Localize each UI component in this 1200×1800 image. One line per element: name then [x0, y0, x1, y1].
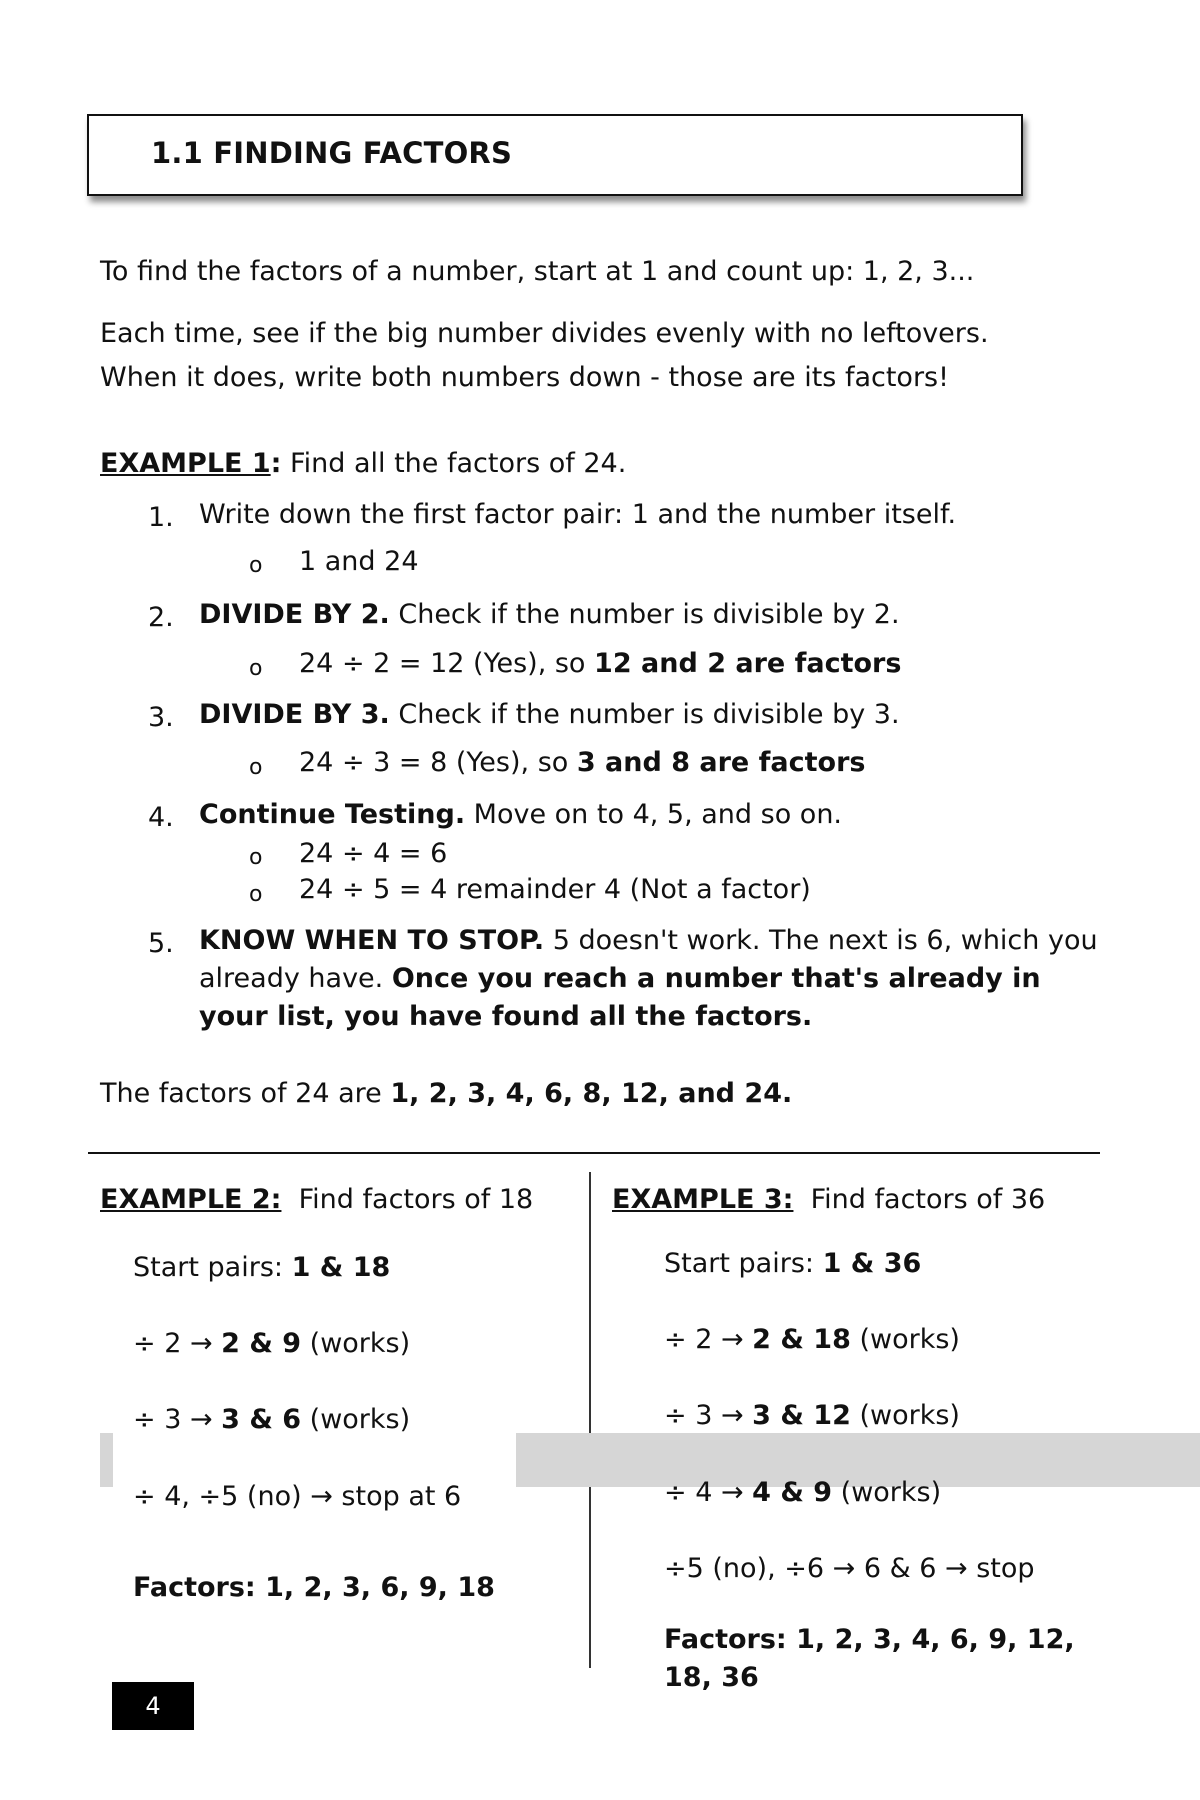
example2-line-2-tail: (works) — [301, 1404, 411, 1435]
conclusion-plain: The factors of 24 are — [100, 1078, 391, 1109]
intro-line-2: Each time, see if the big number divides evenly with no leftovers. — [100, 318, 989, 349]
step-1-sub-1-plain: 1 and 24 — [299, 546, 419, 577]
step-1-sub-1 — [299, 546, 419, 577]
step-2-bold: DIVIDE BY 2. — [199, 599, 390, 630]
intro-line-1: To find the factors of a number, start at 1 and count up: 1, 2, 3... — [100, 256, 975, 287]
step-5-bold-2: Once you reach a number that's already in your list, you have found all the factors. — [199, 963, 1041, 1032]
step-2-text — [199, 596, 1079, 634]
vertical-divider — [589, 1172, 591, 1668]
section-title: 1.1 FINDING FACTORS — [151, 136, 513, 170]
example3-line-2 — [664, 1400, 960, 1431]
step-2-sub-1 — [299, 648, 901, 679]
page-number-text: 4 — [145, 1692, 161, 1720]
step-2-sub-1-bold: 12 and 2 are factors — [594, 648, 902, 679]
step-5-body: 5 doesn't work. The next is 6, which you already have. — [199, 925, 1098, 994]
bullet-icon: o — [249, 845, 263, 870]
example2-line-1-plain: ÷ 2 → — [133, 1328, 222, 1359]
step-3-body: Check if the number is divisible by 3. — [389, 699, 900, 730]
grey-highlight-tab — [100, 1433, 113, 1487]
intro-line-3: When it does, write both numbers down - those are its factors! — [100, 362, 949, 393]
example3-line-2-tail: (works) — [850, 1400, 960, 1431]
example3-line-4 — [664, 1553, 1035, 1584]
step-3-text — [199, 696, 1079, 734]
example1-conclusion — [100, 1078, 792, 1110]
example2-result: Factors: 1, 2, 3, 6, 9, 18 — [133, 1572, 495, 1603]
step-3-sub-1 — [299, 747, 865, 778]
example2-line-2-bold: 3 & 6 — [221, 1404, 302, 1435]
example2-heading — [100, 1184, 533, 1215]
example3-line-2-plain: ÷ 3 → — [664, 1400, 753, 1431]
step-4-body: Move on to 4, 5, and so on. — [465, 799, 843, 830]
step-2-sub-1-plain: 24 ÷ 2 = 12 (Yes), so — [299, 648, 595, 679]
example3-start-plain: Start pairs: — [664, 1248, 823, 1279]
example3-line-1-tail: (works) — [850, 1324, 960, 1355]
step-4-bold: Continue Testing. — [199, 799, 466, 830]
step-3-sub-1-bold: 3 and 8 are factors — [576, 747, 866, 778]
section-title-box — [87, 114, 1023, 196]
example3-line-3-plain: ÷ 4 → — [664, 1477, 753, 1508]
example2-start-bold: 1 & 18 — [291, 1252, 391, 1283]
step-2-body: Check if the number is divisible by 2. — [389, 599, 900, 630]
example2-line-2 — [133, 1404, 410, 1435]
example3-result-line-2: 18, 36 — [664, 1662, 759, 1693]
example2-line-1-tail: (works) — [301, 1328, 411, 1359]
bullet-icon: o — [249, 755, 263, 780]
step-5-number: 5. — [148, 928, 174, 959]
example2-line-3 — [133, 1481, 461, 1512]
step-5-bold: KNOW WHEN TO STOP. — [199, 925, 545, 956]
step-4-sub-2 — [299, 874, 811, 905]
step-3-bold: DIVIDE BY 3. — [199, 699, 390, 730]
example3-result-line-1: Factors: 1, 2, 3, 4, 6, 9, 12, — [664, 1624, 1075, 1655]
step-4-sub-1-plain: 24 ÷ 4 = 6 — [299, 838, 448, 869]
example1-heading — [100, 448, 626, 480]
example2-start-plain: Start pairs: — [133, 1252, 292, 1283]
step-5-text — [199, 922, 1099, 1036]
step-4-number: 4. — [148, 802, 174, 833]
step-4-text — [199, 796, 1079, 834]
page-number — [112, 1682, 194, 1730]
example3-line-1 — [664, 1324, 960, 1355]
step-1-number: 1. — [148, 502, 174, 533]
example1-task: Find all the factors of 24. — [281, 448, 627, 479]
example3-line-1-bold: 2 & 18 — [752, 1324, 851, 1355]
example1-colon: : — [270, 448, 282, 479]
step-3-number: 3. — [148, 702, 174, 733]
example2-line-3-plain: ÷ 4, ÷5 (no) → stop at 6 — [133, 1481, 462, 1512]
example3-line-4-plain: ÷5 (no), ÷6 → 6 & 6 → stop — [664, 1553, 1035, 1584]
example2-line-1-bold: 2 & 9 — [221, 1328, 302, 1359]
example2-line-2-plain: ÷ 3 → — [133, 1404, 222, 1435]
example3-line-1-plain: ÷ 2 → — [664, 1324, 753, 1355]
step-1-body: Write down the first factor pair: 1 and the number itself. — [199, 499, 957, 530]
example1-label: EXAMPLE 1 — [100, 448, 271, 479]
step-1-text — [199, 496, 1079, 534]
step-2-number: 2. — [148, 602, 174, 633]
example2-label: EXAMPLE 2: — [100, 1184, 282, 1215]
horizontal-divider — [88, 1152, 1100, 1154]
example3-start — [664, 1248, 921, 1279]
example3-line-3 — [664, 1477, 941, 1508]
example3-heading — [612, 1184, 1045, 1215]
example3-task: Find factors of 36 — [793, 1184, 1046, 1215]
example2-start — [133, 1252, 390, 1283]
bullet-icon: o — [249, 882, 263, 907]
bullet-icon: o — [249, 553, 263, 578]
example2-task: Find factors of 18 — [281, 1184, 534, 1215]
bullet-icon: o — [249, 656, 263, 681]
example3-start-bold: 1 & 36 — [822, 1248, 922, 1279]
example3-line-3-tail: (works) — [832, 1477, 942, 1508]
example3-line-2-bold: 3 & 12 — [752, 1400, 851, 1431]
step-3-sub-1-plain: 24 ÷ 3 = 8 (Yes), so — [299, 747, 577, 778]
step-4-sub-2-plain: 24 ÷ 5 = 4 remainder 4 (Not a factor) — [299, 874, 811, 905]
example3-label: EXAMPLE 3: — [612, 1184, 794, 1215]
conclusion-bold: 1, 2, 3, 4, 6, 8, 12, and 24. — [390, 1078, 793, 1109]
example3-line-3-bold: 4 & 9 — [752, 1477, 833, 1508]
example2-line-1 — [133, 1328, 410, 1359]
step-4-sub-1 — [299, 838, 447, 869]
